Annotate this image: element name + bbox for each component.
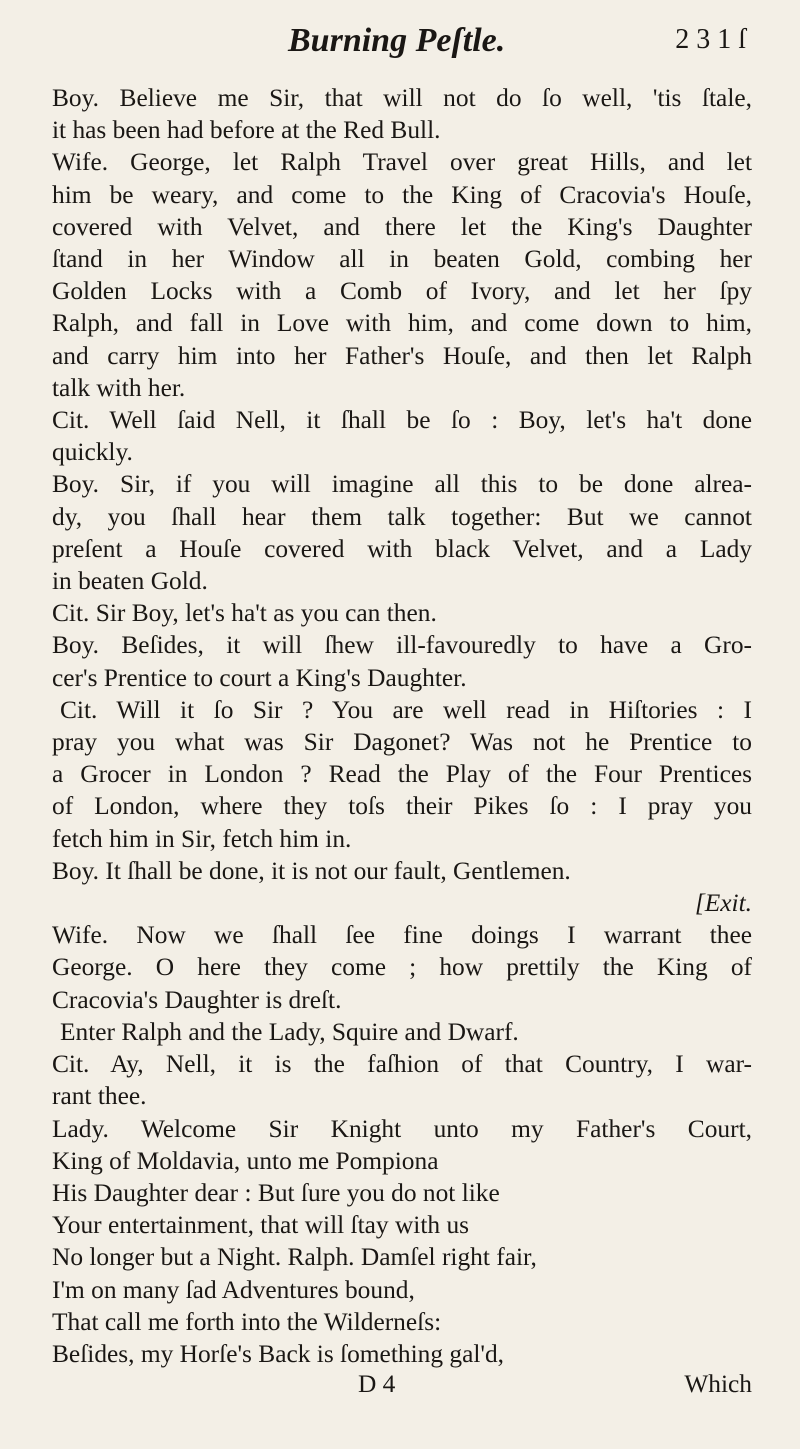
stage-direction-exit: [Exit. — [694, 889, 752, 918]
text-line: preſent a Houſe covered with black Velvet, and a Lady — [52, 534, 752, 563]
text-line: covered with Velvet, and there let the King's Daughter — [52, 212, 752, 241]
verse-line: King of Moldavia, unto me Pompiona — [52, 1146, 439, 1175]
text-line: rant thee. — [52, 1082, 147, 1111]
text-line: in beaten Gold. — [52, 567, 208, 596]
catchword: Which — [684, 1370, 752, 1399]
text-line: Wife. George, let Ralph Travel over great Hills, and let — [52, 148, 752, 177]
text-line: Cit. Well ſaid Nell, it ſhall be ſo : Boy, let's ha't done — [52, 406, 752, 435]
text-line: of London, where they toſs their Pikes ſo : I pray you — [52, 792, 752, 821]
text-line: Boy. It ſhall be done, it is not our fault, Gentlemen. — [52, 856, 571, 885]
page-footer — [52, 1370, 752, 1402]
signature-mark: D 4 — [358, 1370, 396, 1399]
text-line: Boy. Sir, if you will imagine all this to be done alrea- — [52, 470, 752, 499]
text-line: Ralph, and fall in Love with him, and come down to him, — [52, 309, 752, 338]
text-line: Lady. Welcome Sir Knight unto my Father's Court, — [52, 1114, 752, 1143]
running-title: Burning Peſtle. — [288, 22, 506, 59]
text-line: Boy. Beſides, it will ſhew ill-favouredly to have a Gro- — [52, 631, 752, 660]
text-line: Cit. Sir Boy, let's ha't as you can then. — [52, 599, 437, 628]
verse-line: That call me forth into the Wilderneſs: — [52, 1307, 442, 1336]
text-line: George. O here they come ; how prettily the King of — [52, 953, 752, 982]
verse-line: His Daughter dear : But ſure you do not like — [52, 1178, 500, 1207]
text-line: a Grocer in London ? Read the Play of the Four Prentices — [52, 760, 752, 789]
text-line: Boy. Believe me Sir, that will not do ſo well, 'tis ſtale, — [52, 84, 752, 112]
page-header — [52, 18, 752, 70]
stage-direction-enter: Enter Ralph and the Lady, Squire and Dwarf. — [60, 1017, 519, 1046]
verse-line: No longer but a Night. Ralph. Damſel right fair, — [52, 1243, 537, 1272]
text-line: pray you what was Sir Dagonet? Was not he Prentice to — [52, 728, 752, 757]
text-line: it has been had before at the Red Bull. — [52, 116, 441, 145]
verse-line: Beſides, my Horſe's Back is ſomething gal'd, — [52, 1339, 505, 1368]
verse-line: Your entertainment, that will ſtay with us — [52, 1211, 470, 1240]
text-line: dy, you ſhall hear them talk together: But we cannot — [52, 502, 752, 531]
text-line: cer's Prentice to court a King's Daughter. — [52, 663, 467, 692]
page-number: 2 3 1 ſ — [675, 24, 746, 55]
text-line: Wife. Now we ſhall ſee fine doings I warrant thee — [52, 921, 752, 950]
verse-line: I'm on many ſad Adventures bound, — [52, 1275, 415, 1304]
text-line: Cit. Will it ſo Sir ? You are well read in Hiſtories : I — [60, 695, 752, 724]
text-line: Cit. Ay, Nell, it is the faſhion of that Country, I war- — [52, 1050, 752, 1079]
text-line: him be weary, and come to the King of Cracovia's Houſe, — [52, 180, 752, 209]
text-line: fetch him in Sir, fetch him in. — [52, 824, 352, 853]
text-line: and carry him into her Father's Houſe, and then let Ralph — [52, 341, 752, 370]
text-line: quickly. — [52, 438, 133, 467]
text-line: talk with her. — [52, 373, 186, 402]
play-text — [52, 82, 752, 1370]
text-line: Golden Locks with a Comb of Ivory, and let her ſpy — [52, 277, 752, 306]
text-line: Cracovia's Daughter is dreſt. — [52, 985, 342, 1014]
text-line: ſtand in her Window all in beaten Gold, combing her — [52, 245, 752, 274]
